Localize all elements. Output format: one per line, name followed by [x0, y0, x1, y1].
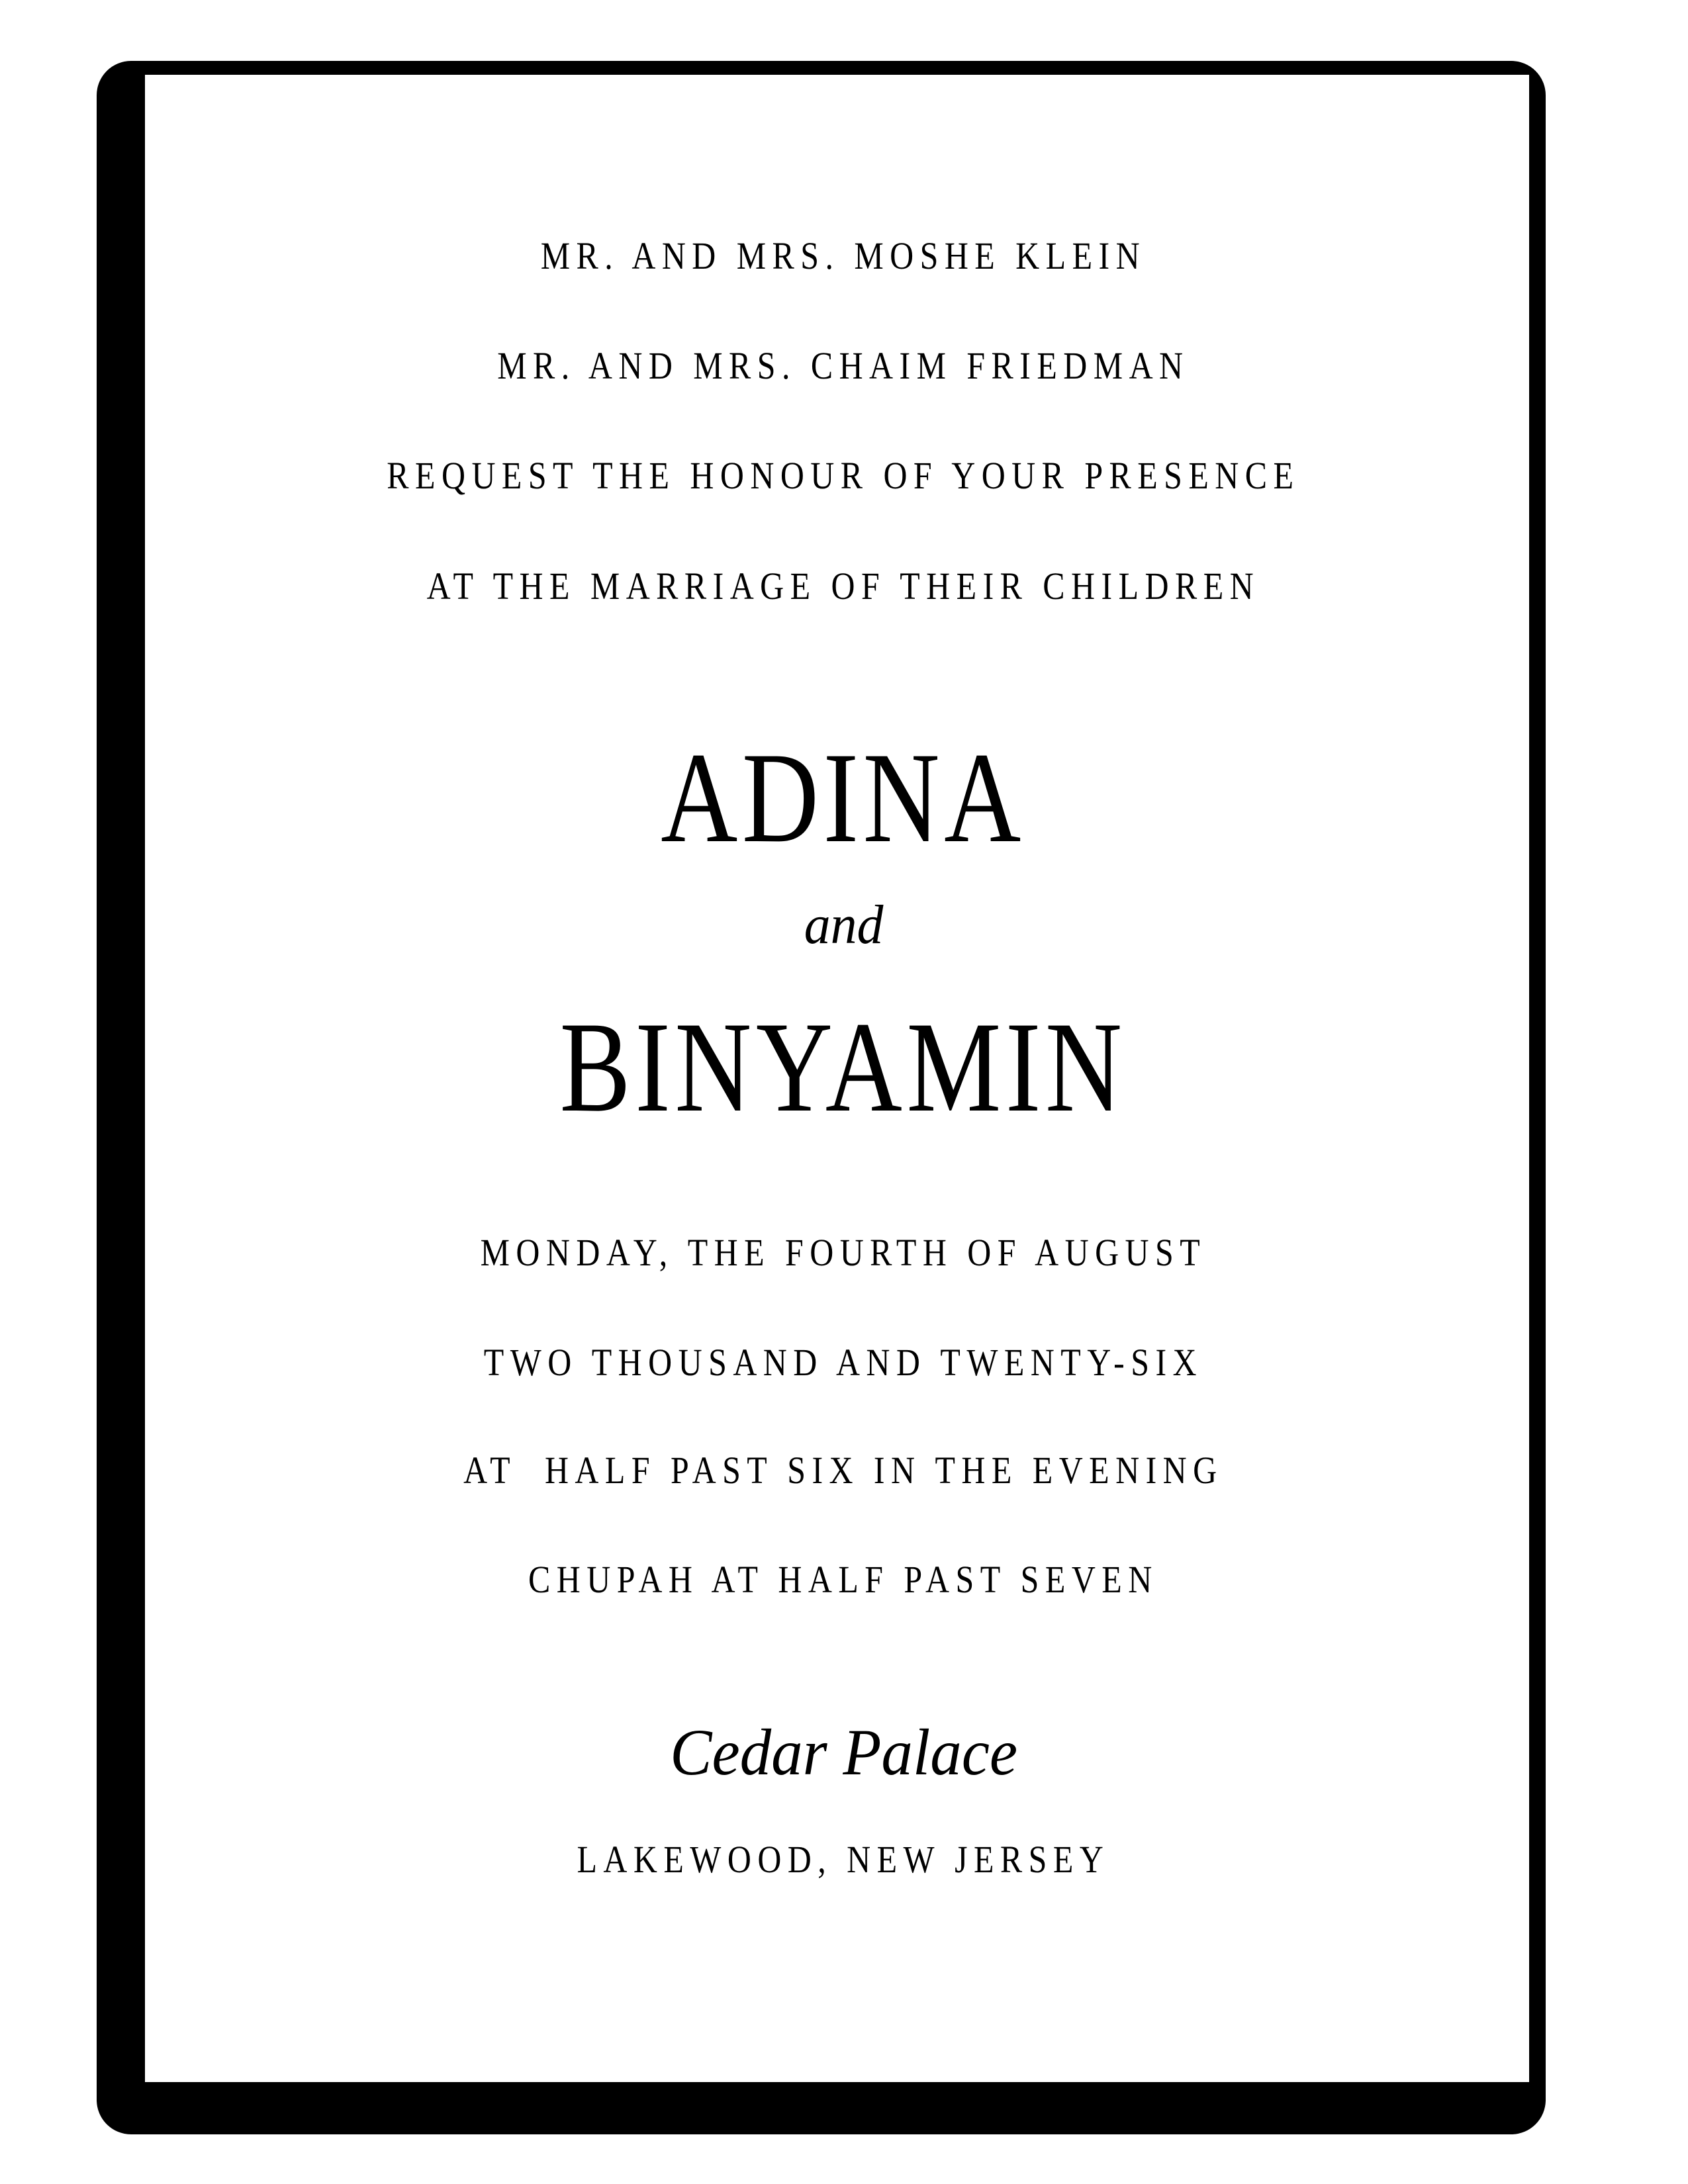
time-line: AT HALF PAST SIX IN THE EVENING: [463, 1449, 1223, 1492]
conjunction-and: and: [804, 894, 884, 956]
venue-name: Cedar Palace: [670, 1715, 1018, 1789]
host-line-1: MR. AND MRS. MOSHE KLEIN: [540, 234, 1147, 277]
request-line: REQUEST THE HONOUR OF YOUR PRESENCE: [387, 454, 1300, 497]
groom-name: BINYAMIN: [559, 995, 1127, 1139]
chupah-line: CHUPAH AT HALF PAST SEVEN: [528, 1558, 1158, 1601]
year-line: TWO THOUSAND AND TWENTY-SIX: [483, 1341, 1203, 1384]
bride-name: ADINA: [661, 726, 1025, 870]
host-line-2: MR. AND MRS. CHAIM FRIEDMAN: [497, 344, 1190, 387]
venue-location: LAKEWOOD, NEW JERSEY: [577, 1838, 1110, 1881]
occasion-line: AT THE MARRIAGE OF THEIR CHILDREN: [426, 565, 1260, 608]
date-line: MONDAY, THE FOURTH OF AUGUST: [480, 1231, 1207, 1274]
